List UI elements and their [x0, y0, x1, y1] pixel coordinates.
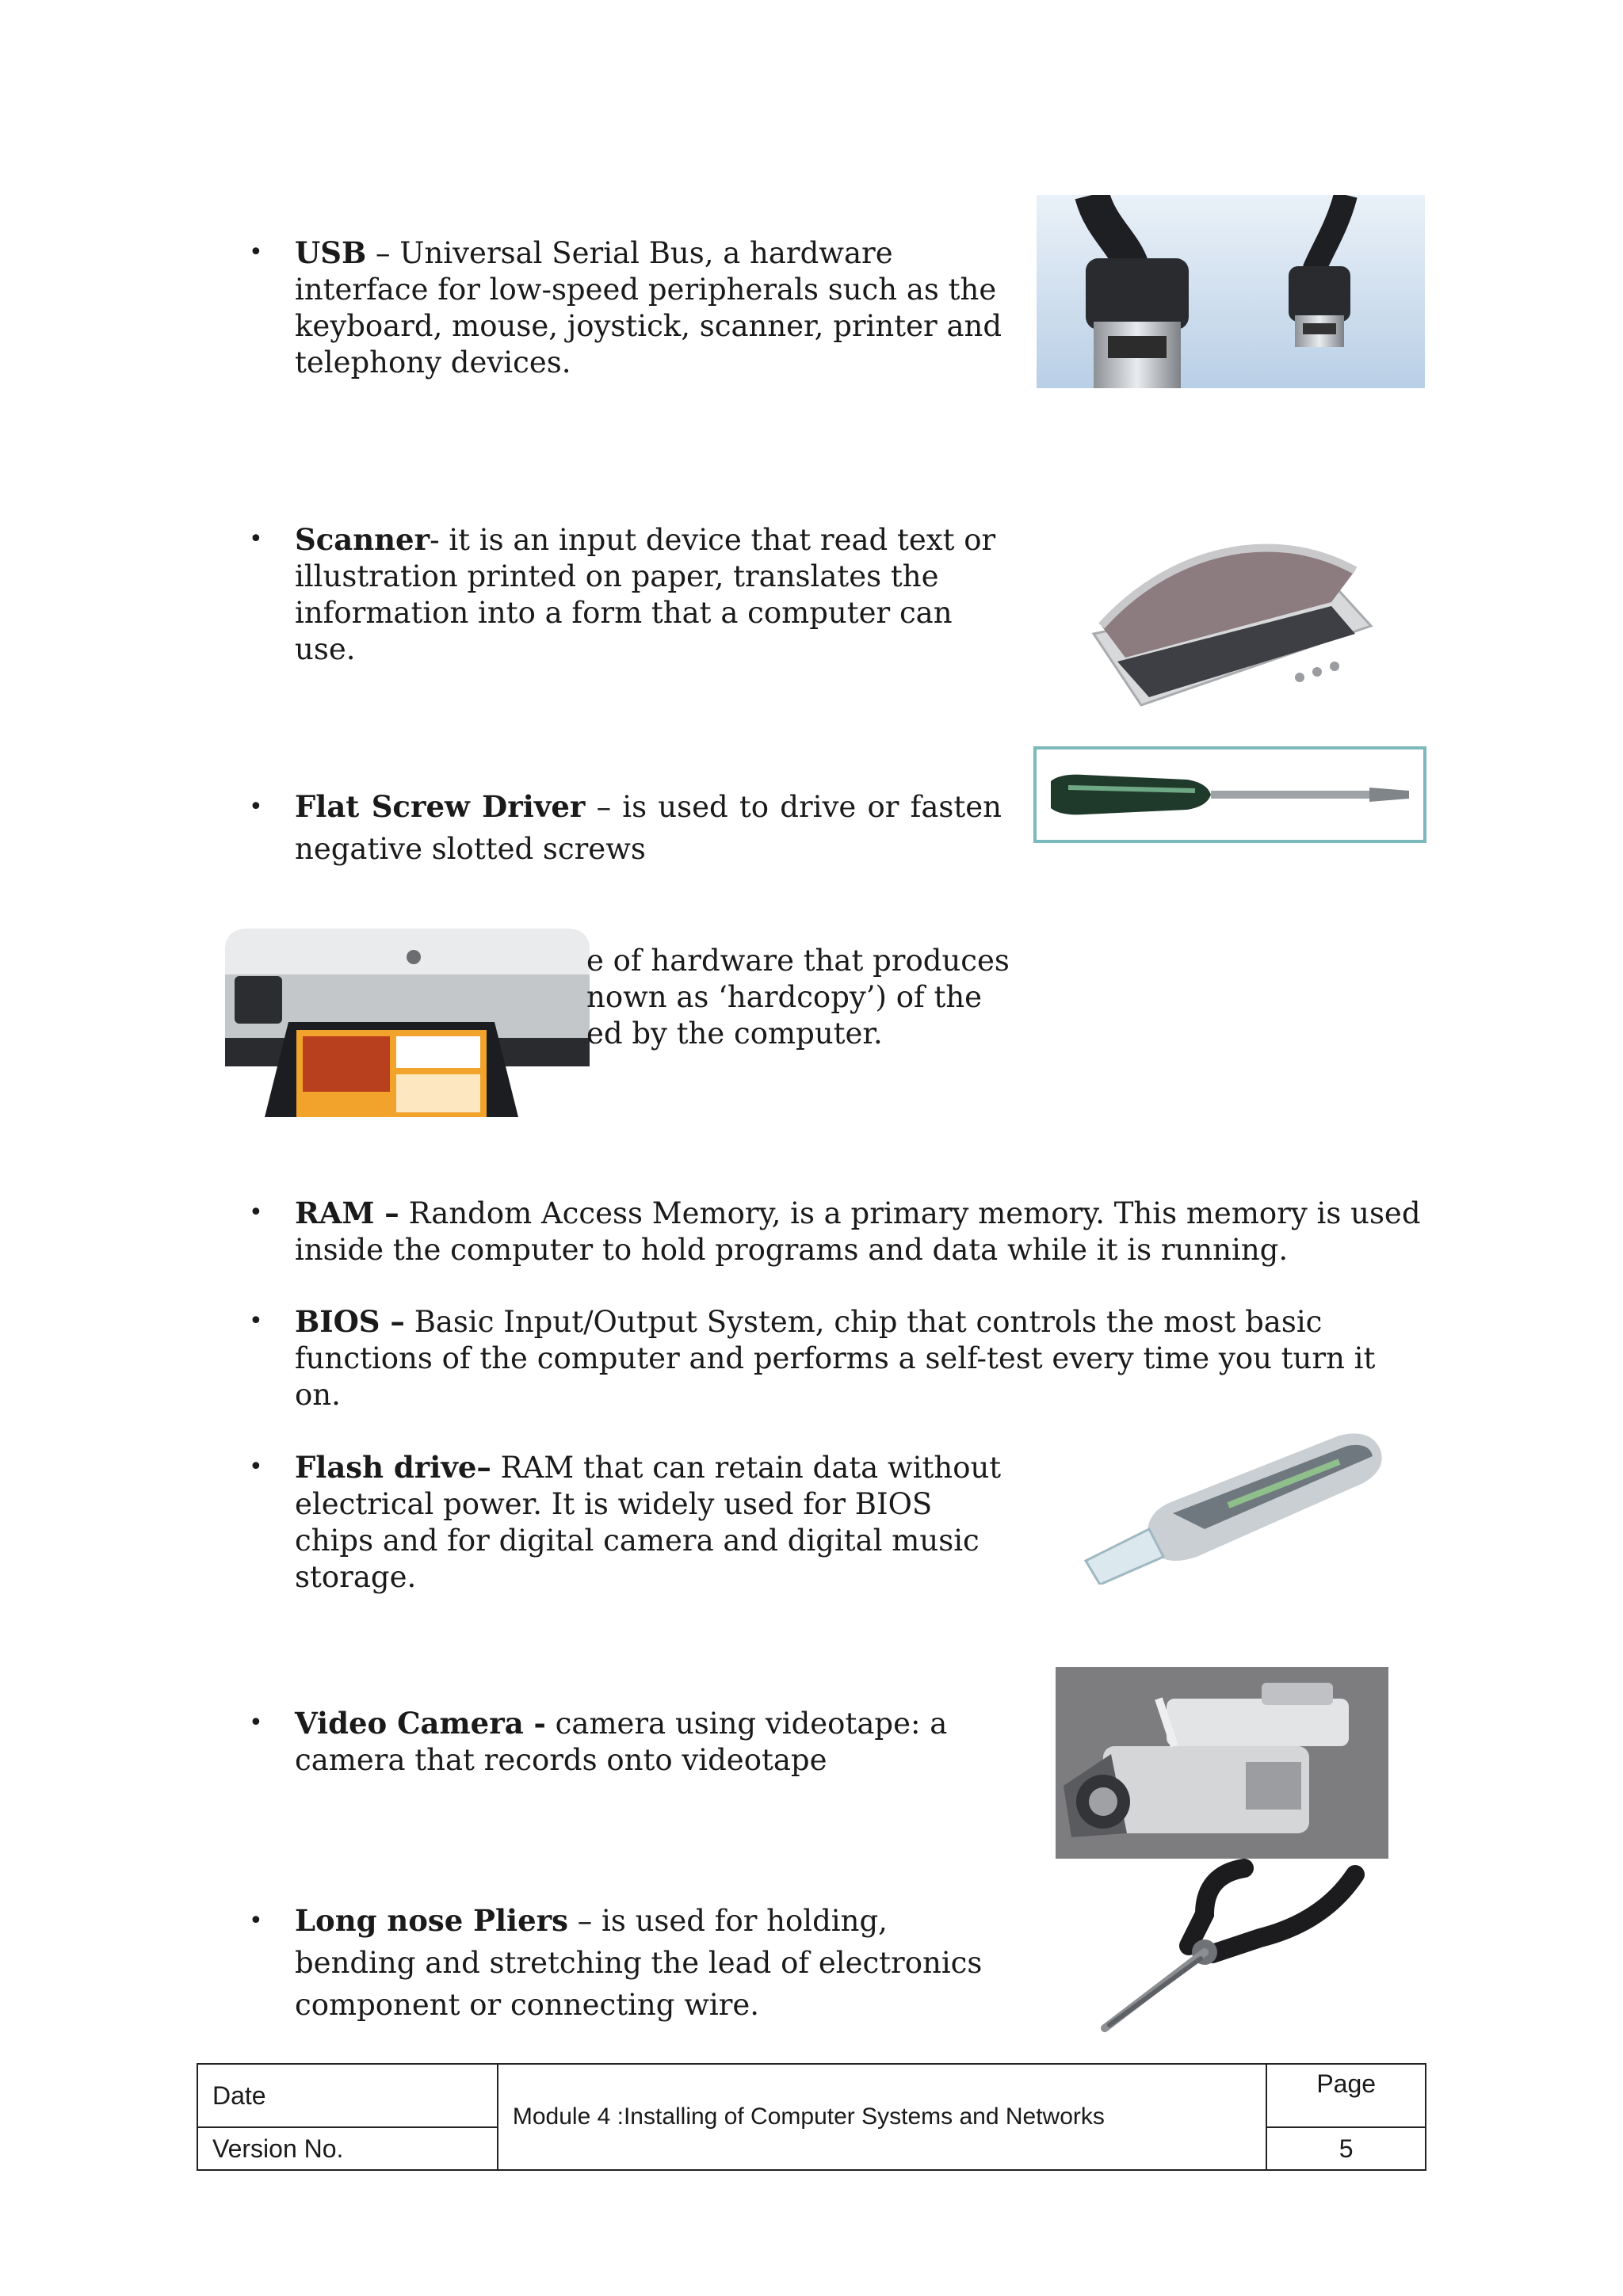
bullet-icon: • — [249, 1199, 263, 1226]
usb-item — [249, 235, 1008, 381]
usb-term: USB — [295, 235, 367, 270]
screwdriver-text: is used to drive or fasten negative slotted screws — [295, 790, 1002, 866]
bullet-icon: • — [249, 793, 263, 821]
printer-line-2: nown as ‘hardcopy’) of the — [586, 980, 983, 1014]
pliers-text: is used for holding, bending and stretching the lead of electronics component or connecting wire. — [295, 1904, 983, 2022]
scanner-item — [249, 521, 1008, 668]
usb-text: Universal Serial Bus, a hardware interface for low-speed peripherals such as the keyboard, mouse, joystick, scanner, printer and telephony devices. — [295, 236, 1002, 379]
ram-text: Random Access Memory, is a primary memory. This memory is used inside the computer to hold programs and data while it is running. — [295, 1196, 1421, 1267]
ram-item — [249, 1195, 1431, 1268]
printer-item — [586, 943, 1030, 1052]
footer-module-title: Module 4 :Installing of Computer Systems and Networks — [498, 2064, 1267, 2170]
usb-sep: – — [366, 236, 400, 270]
footer-date-label: Date — [197, 2064, 498, 2127]
ram-term: RAM – — [295, 1196, 399, 1230]
bios-item — [249, 1303, 1426, 1413]
flash-drive-text: RAM that can retain data without electrical power. It is widely used for BIOS chips and for digital camera and digital music storage. — [295, 1451, 1002, 1594]
flash-drive-sep — [491, 1451, 501, 1485]
flash-drive-term: Flash drive– — [295, 1450, 491, 1485]
flash-drive-image — [1070, 1426, 1403, 1585]
footer-table — [197, 2063, 1426, 2171]
bullet-icon: • — [249, 1453, 263, 1481]
bullet-icon: • — [249, 238, 263, 266]
usb-cable-image — [1037, 195, 1425, 388]
video-camera-text: camera using videotape: a camera that records onto videotape — [295, 1707, 948, 1777]
pliers-item — [249, 1900, 1008, 2026]
printer-image — [217, 919, 601, 1125]
pliers-sep: – — [567, 1904, 602, 1938]
screwdriver-item — [249, 786, 1002, 870]
footer-version-label: Version No. — [197, 2127, 498, 2170]
printer-line-3: ed by the computer. — [586, 1016, 883, 1051]
screwdriver-sep: – — [585, 790, 623, 824]
pliers-image — [1086, 1859, 1395, 2036]
footer-page-label: Page — [1266, 2064, 1426, 2127]
bullet-icon: • — [249, 1709, 263, 1737]
bullet-icon: • — [249, 1907, 263, 1935]
flash-drive-item — [249, 1449, 1008, 1596]
footer-page-number: 5 — [1266, 2127, 1426, 2170]
video-camera-sep — [546, 1707, 556, 1741]
screwdriver-term: Flat Screw Driver — [295, 789, 586, 824]
printer-line-1: e of hardware that produces — [586, 944, 1010, 978]
ram-sep — [399, 1196, 409, 1230]
screwdriver-image — [1033, 746, 1426, 843]
scanner-image — [1070, 507, 1379, 713]
bios-text: Basic Input/Output System, chip that controls the most basic functions of the computer and performs a self-test every time you turn it on. — [295, 1305, 1376, 1412]
bios-sep — [405, 1305, 414, 1339]
bios-term: BIOS – — [295, 1304, 405, 1339]
video-camera-term: Video Camera - — [295, 1706, 546, 1741]
scanner-text: it is an input device that read text or illustration printed on paper, translates the information into a form that a computer can use. — [295, 523, 996, 666]
scanner-sep: - — [430, 523, 449, 557]
video-camera-image — [1056, 1667, 1388, 1859]
scanner-term: Scanner — [295, 522, 430, 557]
pliers-term: Long nose Pliers — [295, 1903, 568, 1938]
bullet-icon: • — [249, 525, 263, 553]
bullet-icon: • — [249, 1307, 263, 1335]
video-camera-item — [249, 1705, 1008, 1779]
